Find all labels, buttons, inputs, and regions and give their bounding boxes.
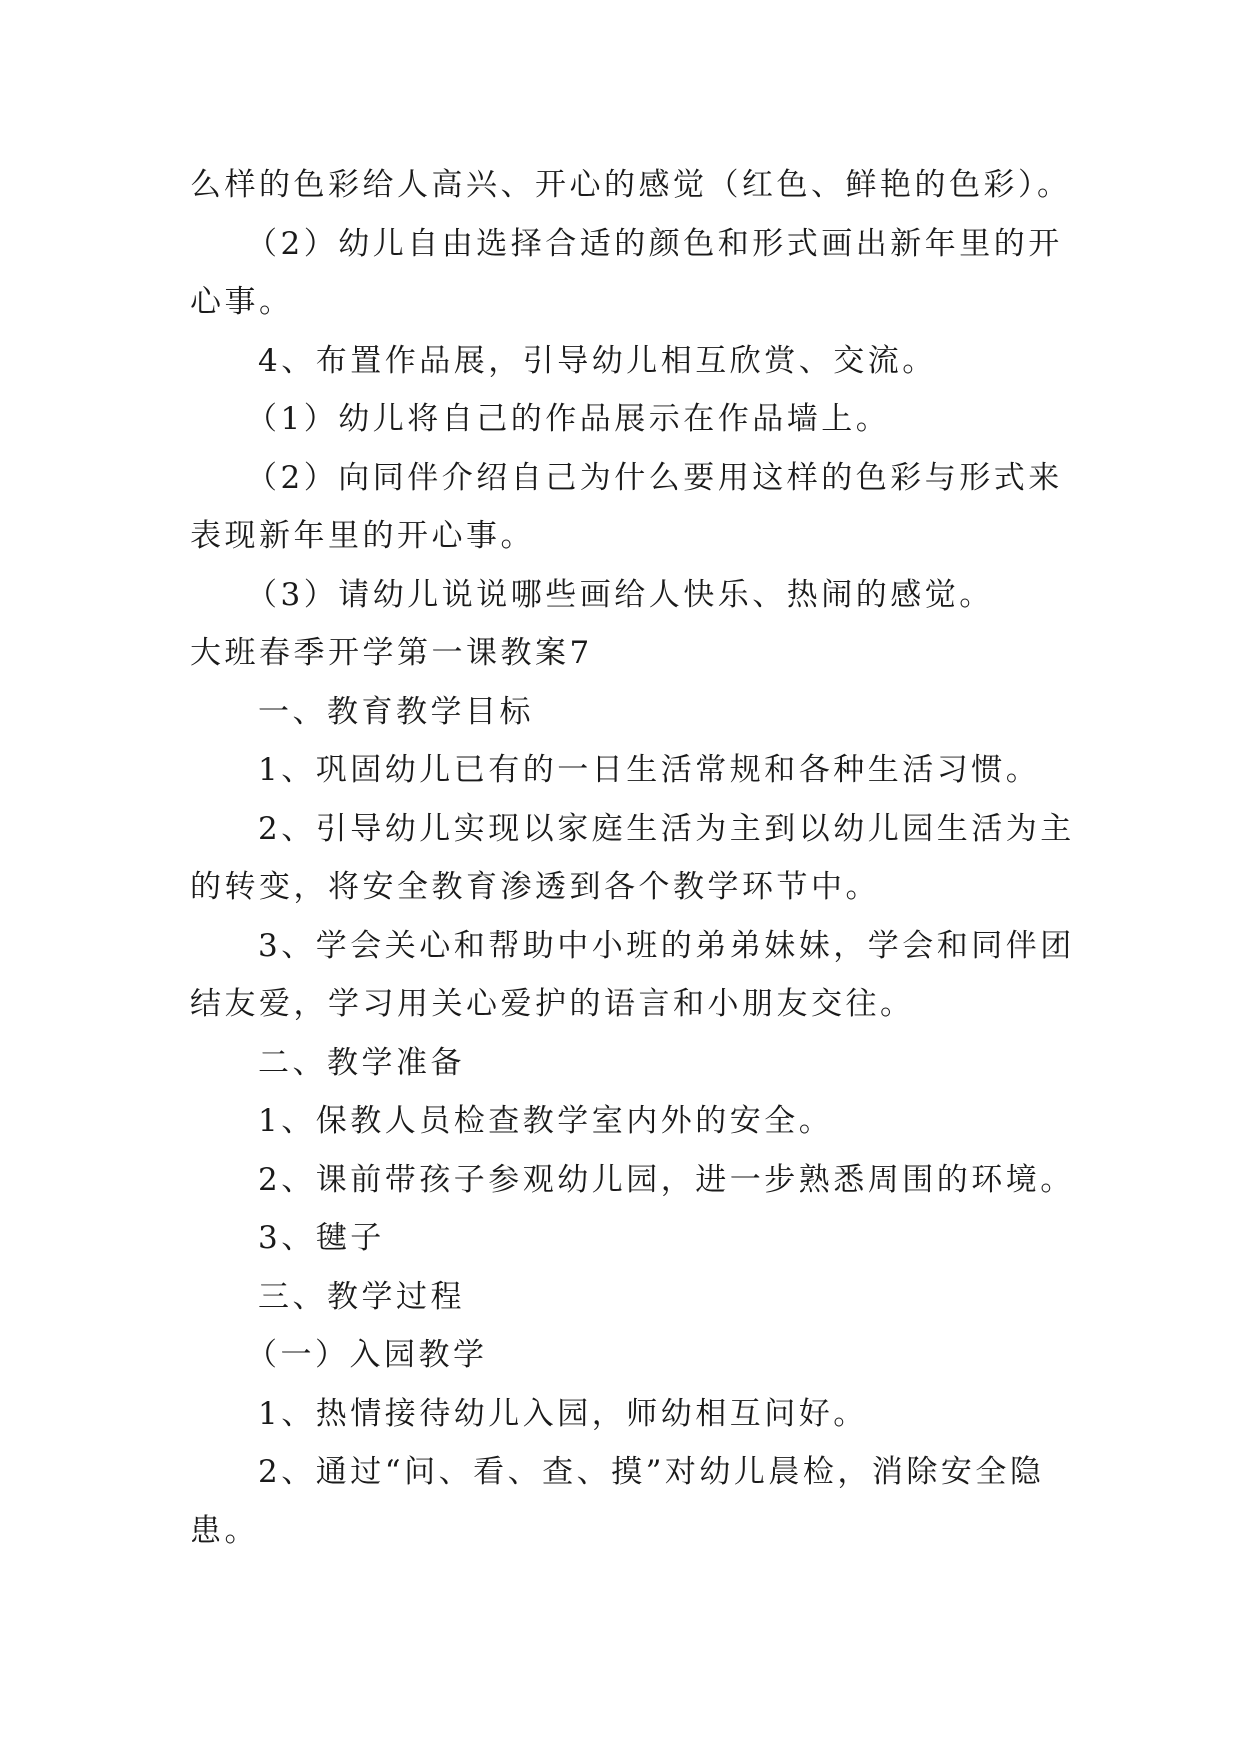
text-line: 1、巩固幼儿已有的一日生活常规和各种生活习惯。: [258, 752, 1041, 788]
text-line: 1、保教人员检查教学室内外的安全。: [258, 1103, 834, 1139]
text-line: 么样的色彩给人高兴、开心的感觉（红色、鲜艳的色彩）。: [190, 167, 1072, 203]
text-line: （2）向同伴介绍自己为什么要用这样的色彩与形式来: [246, 459, 1063, 496]
document-body: [190, 156, 1075, 1560]
text-line: 2、引导幼儿实现以家庭生活为主到以幼儿园生活为主: [258, 810, 1075, 847]
text-line: 2、课前带孩子参观幼儿园，进一步熟悉周围的环境。: [258, 1161, 1075, 1198]
text-line: 的转变，将安全教育渗透到各个教学环节中。: [190, 869, 880, 905]
text-line: （2）幼儿自由选择合适的颜色和形式画出新年里的开: [246, 225, 1063, 262]
text-line: 患。: [190, 1512, 259, 1549]
text-line: 4、布置作品展，引导幼儿相互欣赏、交流。: [258, 342, 937, 379]
text-line: 结友爱，学习用关心爱护的语言和小朋友交往。: [190, 986, 915, 1022]
text-line: 二、教学准备: [258, 1044, 465, 1081]
text-line: 3、学会关心和帮助中小班的弟弟妹妹，学会和同伴团: [258, 927, 1075, 964]
text-line: 3、毽子: [258, 1220, 385, 1256]
text-line: 心事。: [190, 284, 294, 320]
text-line: 2、通过“问、看、查、摸”对幼儿晨检，消除安全隐: [258, 1454, 1045, 1490]
text-line: 1、热情接待幼儿入园，师幼相互问好。: [258, 1395, 868, 1432]
text-line: 一、教育教学目标: [258, 693, 534, 730]
text-line: 三、教学过程: [258, 1278, 465, 1315]
text-line: 表现新年里的开心事。: [190, 518, 535, 554]
text-line: （3）请幼儿说说哪些画给人快乐、热闹的感觉。: [246, 576, 994, 613]
section-heading: 大班春季开学第一课教案7: [190, 635, 593, 671]
text-line: （一）入园教学: [246, 1337, 488, 1373]
text-line: （1）幼儿将自己的作品展示在作品墙上。: [246, 401, 891, 437]
